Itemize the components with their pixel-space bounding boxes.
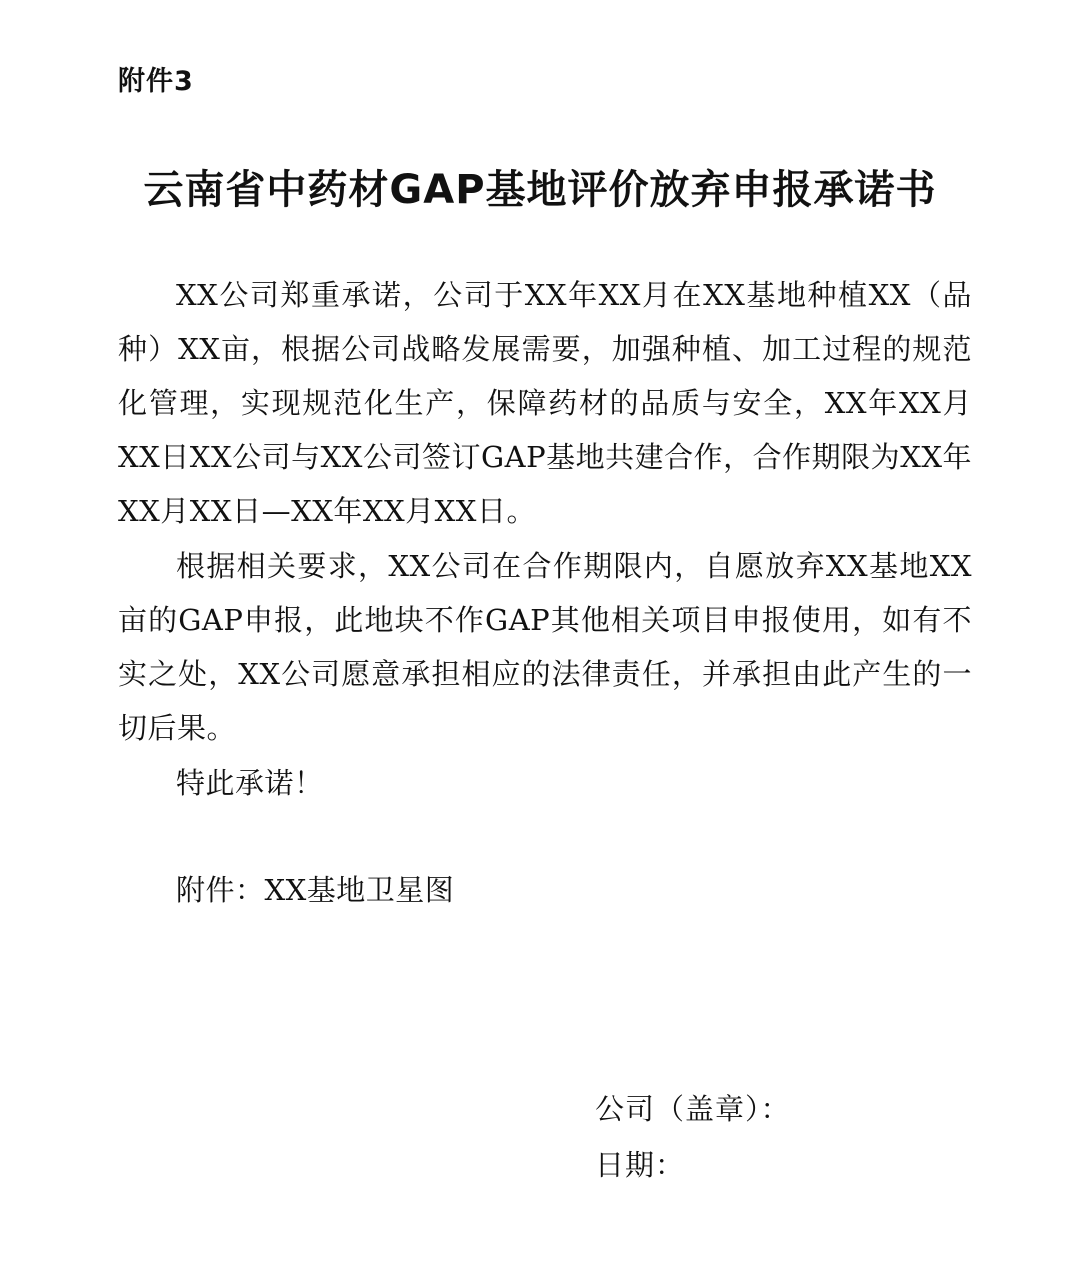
paragraph-text: 附件：XX基地卫星图 xyxy=(176,873,455,907)
paragraph-text: 特此承诺！ xyxy=(176,766,324,800)
document-title: 云南省中药材GAP基地评价放弃申报承诺书 xyxy=(143,167,937,213)
paragraph-text: 根据相关要求，XX公司在合作期限内，自愿放弃XX基地XX亩的GAP申报，此地块不作GAP其他相关项目申报使用，如有不实之处，XX公司愿意承担相应的法律责任，并承担由此产生的一切后果。 xyxy=(118,549,972,745)
attachment-label: 附件3 xyxy=(118,66,194,97)
pledge-statement xyxy=(118,756,972,810)
body-paragraph-1 xyxy=(118,268,972,538)
signature-company-label: 公司（盖章）： xyxy=(595,1092,791,1126)
attachment-note xyxy=(118,863,972,917)
signature-date-label: 日期： xyxy=(595,1148,686,1182)
body-paragraph-2 xyxy=(118,539,972,755)
paragraph-text: XX公司郑重承诺，公司于XX年XX月在XX基地种植XX（品种）XX亩，根据公司战略发展需要，加强种植、加工过程的规范化管理，实现规范化生产，保障药材的品质与安全，XX年XX月XX日XX公司与XX公司签订GAP基地共建合作，合作期限为XX年XX月XX日—XX年XX月XX日。 xyxy=(118,278,972,528)
